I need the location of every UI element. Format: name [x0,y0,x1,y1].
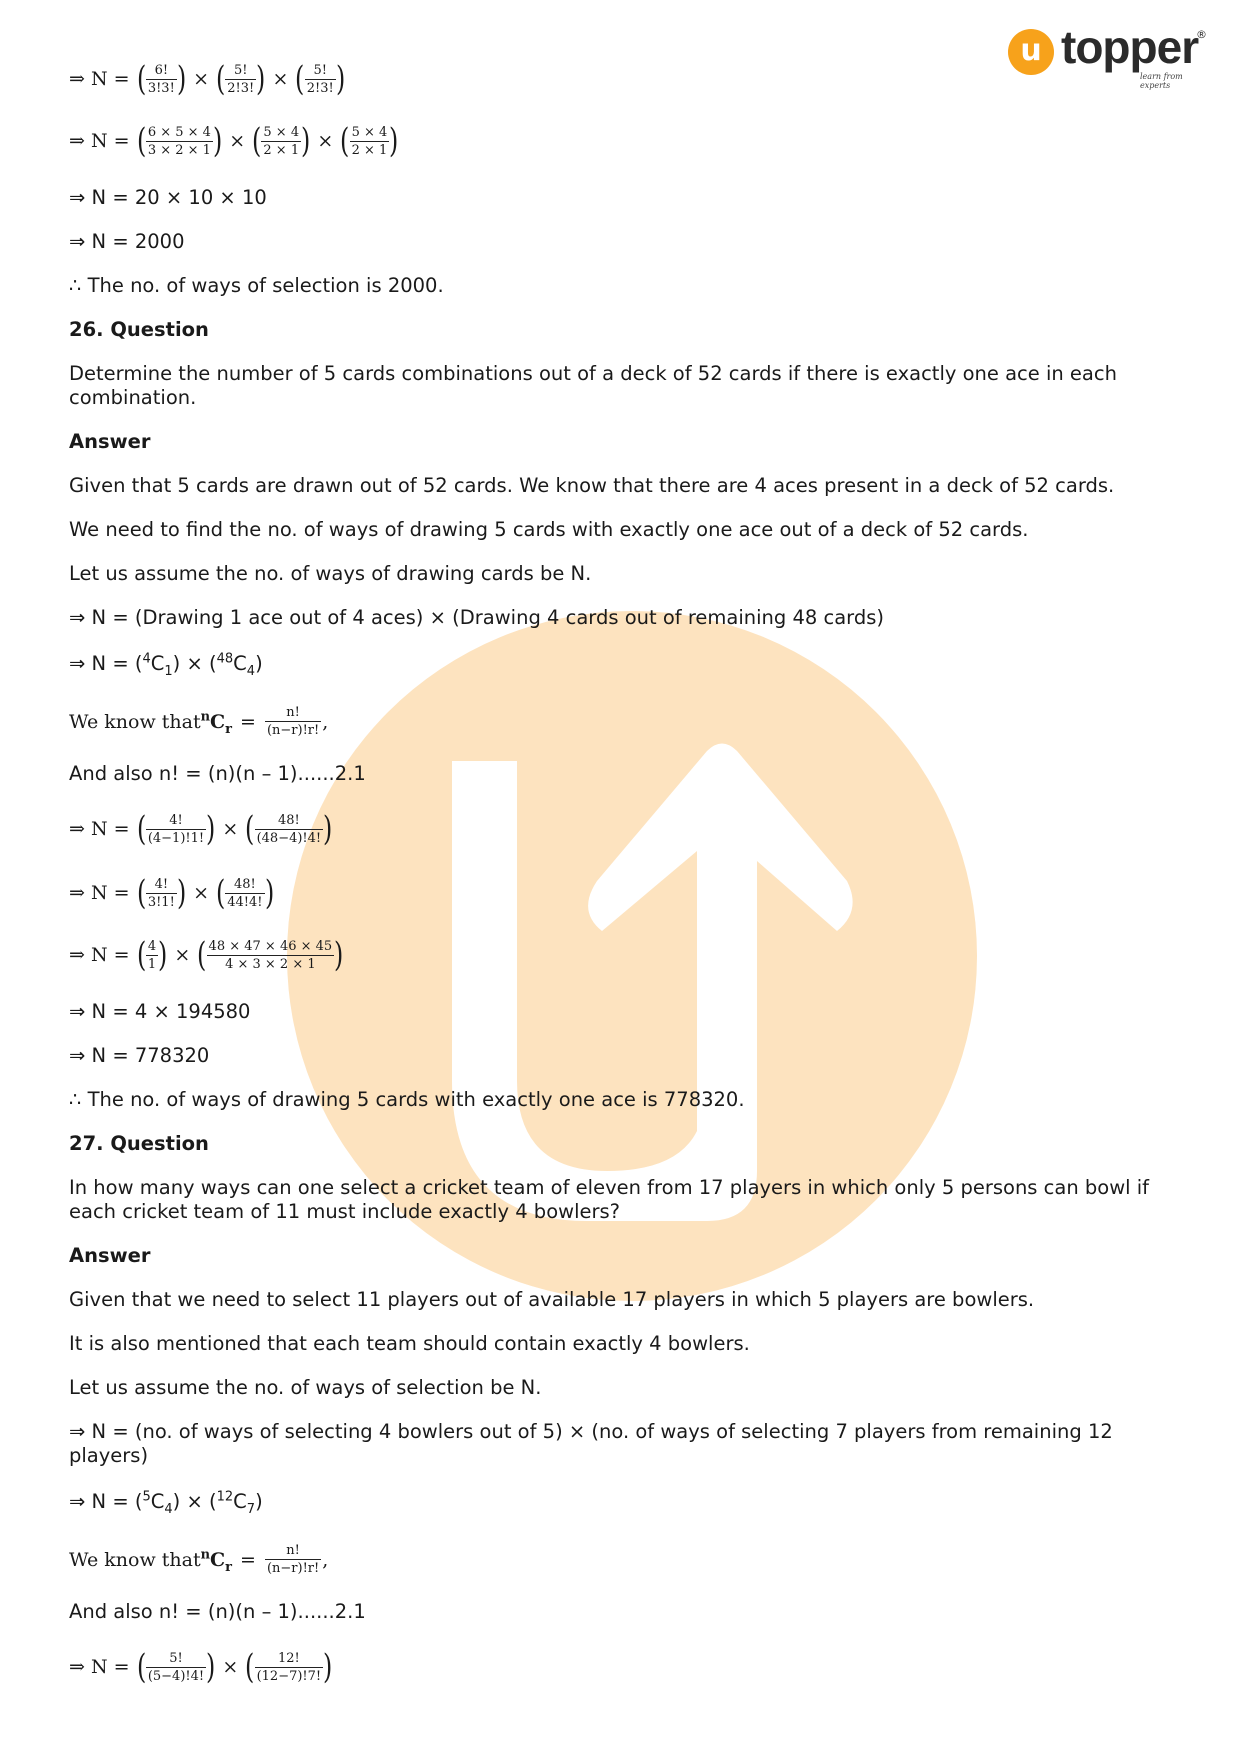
paragraph: ⇒ N = (Drawing 1 ace out of 4 aces) × (Drawing 4 cards out of remaining 48 cards) [69,606,884,629]
question-heading: 27. Question [69,1132,209,1155]
brand-logo [1008,21,1208,90]
formula-line: We know that $^nC_r$ = $\frac{n!}{(n-r)!r!}$ , [69,705,329,738]
fraction: $\frac{4!}{3!1!}$ [147,876,175,910]
paragraph: ⇒ N = (no. of ways of selecting 4 bowlers out of 5) × (no. of ways of selecting 7 players from remaining 12 players) [69,1420,1113,1467]
question-text: In how many ways can one select a cricket team of eleven from 17 players in which only 5 persons can bowl if each cricket team of 11 must include exactly 4 bowlers? [69,1176,1150,1223]
fraction: $\frac{5 \times 4}{2 \times 1}$ [351,124,388,158]
fraction: $\frac{48 \times 47 \times 46 \times 45}{4 \times 3 \times 2 \times 1}$ [208,938,333,972]
fraction: $\frac{6 \times 5 \times 4}{3 \times 2 \times 1}$ [147,124,211,158]
logo-mark: u [1020,33,1042,68]
logo-tagline: learn from experts [1140,72,1183,90]
combination-line: ⇒ $N = (^4C_1) \times (^{48}C_4)$ [69,651,263,679]
fraction: $\frac{n!}{(n-r)!r!}$ [266,1543,320,1576]
paragraph: We need to find the no. of ways of drawing 5 cards with exactly one ace out of a deck of 52 cards. [69,518,1029,541]
equation-row: ⇒ N = ( $\frac{5!}{(5-4)!4!}$ ) × ( $\frac{12!}{(12-7)!7!}$ ) [69,1647,333,1687]
text-line: ⇒ N = 778320 [69,1044,210,1067]
question-heading: 26. Question [69,318,209,341]
paragraph: It is also mentioned that each team should contain exactly 4 bowlers. [69,1332,750,1355]
fraction: $\frac{12!}{(12-7)!7!}$ [256,1650,322,1684]
fraction: $\frac{4!}{(4-1)!1!}$ [147,812,205,846]
fraction: $\frac{5!}{2!3!}$ [227,62,255,96]
equation-row: ⇒ N = ( $\frac{6!}{3!3!}$ ) × ( $\frac{5!}{2!3!}$ ) × ( $\frac{5!}{2!3!}$ ) [69,59,345,99]
conclusion: ∴ The no. of ways of selection is 2000. [69,274,444,297]
fraction: $\frac{4}{1}$ [147,938,157,972]
text-line: ⇒ N = 4 × 194580 [69,1000,251,1023]
equation-row: ⇒ N = ( $\frac{4}{1}$ ) × ( $\frac{48 \times 47 \times 46 \times 45}{4 \times 3 \times 2 \times 1}$ ) [69,935,344,975]
text-line: And also n! = (n)(n – 1)......2.1 [69,1600,366,1623]
paragraph: Given that we need to select 11 players out of available 17 players in which 5 players are bowlers. [69,1288,1035,1311]
fraction: $\frac{48!}{44!4!}$ [227,876,263,910]
question-text: Determine the number of 5 cards combinations out of a deck of 52 cards if there is exactly one ace in each combination. [69,362,1117,409]
fraction: $\frac{5 \times 4}{2 \times 1}$ [263,124,300,158]
formula-line: We know that $^nC_r$ = $\frac{n!}{(n-r)!r!}$ , [69,1543,329,1576]
combination-line: ⇒ $N = (^5C_4) \times (^{12}C_7)$ [69,1489,263,1517]
fraction: $\frac{n!}{(n-r)!r!}$ [266,705,320,738]
text-line: And also n! = (n)(n – 1)......2.1 [69,762,366,785]
text-line: ⇒ N = 2000 [69,230,185,253]
equation-row: ⇒ N = ( $\frac{4!}{(4-1)!1!}$ ) × ( $\frac{48!}{(48-4)!4!}$ ) [69,809,333,849]
text-line: ⇒ N = 20 × 10 × 10 [69,186,267,209]
logo-registered: ® [1196,28,1207,41]
equation-row: ⇒ N = ( $\frac{4!}{3!1!}$ ) × ( $\frac{48!}{44!4!}$ ) [69,873,274,913]
conclusion: ∴ The no. of ways of drawing 5 cards with exactly one ace is 778320. [69,1088,745,1111]
equation-row: ⇒ N = ( $\frac{6 \times 5 \times 4}{3 \times 2 \times 1}$ ) × ( $\frac{5 \times 4}{2 \times 1}$ ) × ( $\frac{5 \times 4}{2 \times 1}$ ) [69,121,399,161]
fraction: $\frac{5!}{2!3!}$ [306,62,334,96]
answer-heading: Answer [69,430,151,453]
logo-text: topper [1061,21,1199,73]
paragraph: Let us assume the no. of ways of selection be N. [69,1376,542,1399]
paragraph: Given that 5 cards are drawn out of 52 cards. We know that there are 4 aces present in a deck of 52 cards. [69,474,1115,497]
fraction: $\frac{48!}{(48-4)!4!}$ [256,812,322,846]
paragraph: Let us assume the no. of ways of drawing cards be N. [69,562,592,585]
fraction: $\frac{6!}{3!3!}$ [147,62,175,96]
fraction: $\frac{5!}{(5-4)!4!}$ [147,1650,205,1684]
answer-heading: Answer [69,1244,151,1267]
